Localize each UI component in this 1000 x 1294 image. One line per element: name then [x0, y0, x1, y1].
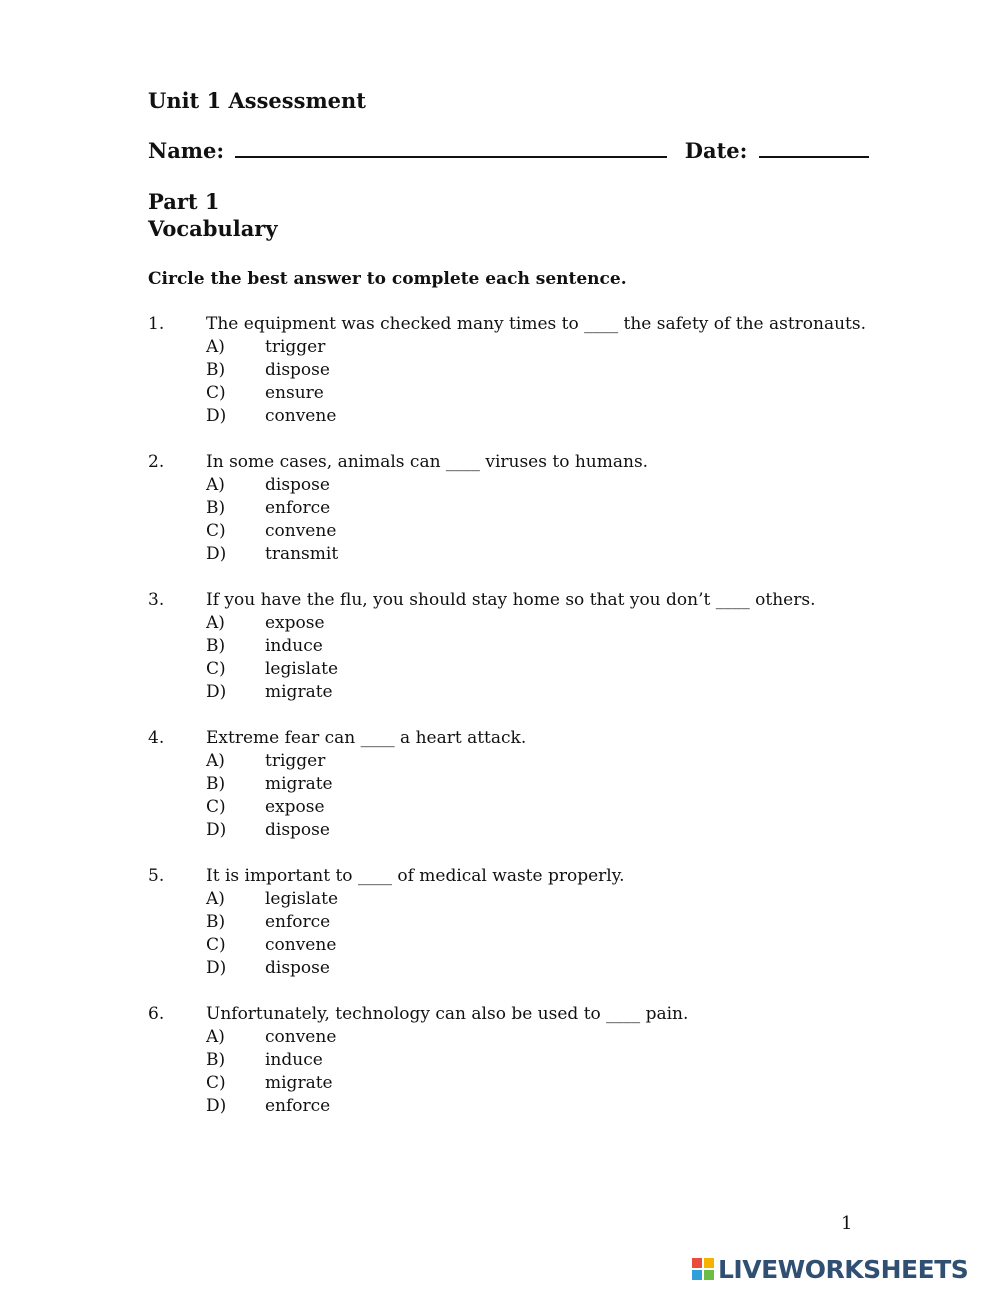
option-letter: C)	[206, 659, 226, 679]
answer-option[interactable]	[148, 543, 868, 566]
brand-name: LIVEWORKSHEETS	[718, 1254, 969, 1284]
option-letter: D)	[206, 1096, 227, 1116]
option-text: convene	[265, 521, 337, 541]
name-blank-line[interactable]	[235, 138, 667, 158]
question-stem	[148, 451, 868, 474]
option-text: trigger	[265, 751, 326, 771]
question-stem	[148, 589, 868, 612]
question-stem	[148, 727, 868, 750]
option-letter: C)	[206, 797, 226, 817]
option-letter: B)	[206, 498, 226, 518]
answer-option[interactable]	[148, 681, 868, 704]
option-text: dispose	[265, 475, 330, 495]
answer-option[interactable]	[148, 888, 868, 911]
option-text: legislate	[265, 659, 339, 679]
answer-option[interactable]	[148, 1026, 868, 1049]
option-text: transmit	[265, 544, 339, 564]
question-number: 6.	[148, 1004, 165, 1024]
logo-block	[704, 1258, 714, 1268]
option-letter: D)	[206, 544, 227, 564]
option-text: enforce	[265, 912, 331, 932]
option-letter: C)	[206, 521, 226, 541]
live-blocks-icon	[692, 1258, 714, 1280]
logo-block	[692, 1258, 702, 1268]
answer-option[interactable]	[148, 474, 868, 497]
option-letter: D)	[206, 682, 227, 702]
answer-option[interactable]	[148, 1095, 868, 1118]
question-number: 3.	[148, 590, 165, 610]
question-number: 5.	[148, 866, 165, 886]
option-text: enforce	[265, 1096, 331, 1116]
option-text: dispose	[265, 820, 330, 840]
logo-block	[692, 1270, 702, 1280]
option-letter: A)	[206, 475, 225, 495]
question-stem	[148, 313, 868, 336]
question-text: It is important to ____ of medical waste properly.	[206, 866, 625, 886]
question-text: In some cases, animals can ____ viruses to humans.	[206, 452, 649, 472]
answer-option[interactable]	[148, 796, 868, 819]
option-letter: B)	[206, 1050, 226, 1070]
question-list	[148, 313, 868, 1118]
option-text: migrate	[265, 682, 333, 702]
option-letter: B)	[206, 774, 226, 794]
option-text: expose	[265, 613, 325, 633]
instructions: Circle the best answer to complete each sentence.	[148, 269, 627, 289]
question-stem	[148, 1003, 868, 1026]
worksheet-page	[148, 86, 868, 1141]
option-letter: C)	[206, 1073, 226, 1093]
answer-option[interactable]	[148, 819, 868, 842]
option-text: dispose	[265, 360, 330, 380]
option-text: expose	[265, 797, 325, 817]
question-number: 2.	[148, 452, 165, 472]
option-text: migrate	[265, 1073, 333, 1093]
option-letter: C)	[206, 383, 226, 403]
question-text: If you have the flu, you should stay home so that you don’t ____ others.	[206, 590, 816, 610]
answer-option[interactable]	[148, 911, 868, 934]
option-letter: A)	[206, 1027, 225, 1047]
option-letter: D)	[206, 958, 227, 978]
option-text: convene	[265, 935, 337, 955]
answer-option[interactable]	[148, 934, 868, 957]
answer-option[interactable]	[148, 359, 868, 382]
option-letter: A)	[206, 751, 225, 771]
option-text: ensure	[265, 383, 324, 403]
option-letter: D)	[206, 820, 227, 840]
option-letter: A)	[206, 613, 225, 633]
logo-block	[704, 1270, 714, 1280]
option-text: induce	[265, 1050, 323, 1070]
option-text: induce	[265, 636, 323, 656]
answer-option[interactable]	[148, 336, 868, 359]
option-text: convene	[265, 1027, 337, 1047]
question-text: Unfortunately, technology can also be used to ____ pain.	[206, 1004, 689, 1024]
option-letter: C)	[206, 935, 226, 955]
question-stem	[148, 865, 868, 888]
question-6	[148, 1003, 868, 1118]
liveworksheets-logo	[692, 1256, 968, 1282]
answer-option[interactable]	[148, 658, 868, 681]
option-text: convene	[265, 406, 337, 426]
answer-option[interactable]	[148, 405, 868, 428]
answer-option[interactable]	[148, 957, 868, 980]
option-letter: B)	[206, 360, 226, 380]
option-letter: B)	[206, 912, 226, 932]
answer-option[interactable]	[148, 1049, 868, 1072]
part-heading	[148, 188, 868, 242]
option-text: dispose	[265, 958, 330, 978]
page-title: Unit 1 Assessment	[148, 88, 366, 113]
answer-option[interactable]	[148, 1072, 868, 1095]
answer-option[interactable]	[148, 497, 868, 520]
answer-option[interactable]	[148, 750, 868, 773]
option-text: migrate	[265, 774, 333, 794]
option-text: enforce	[265, 498, 331, 518]
answer-option[interactable]	[148, 612, 868, 635]
date-blank-line[interactable]	[759, 138, 869, 158]
question-3	[148, 589, 868, 704]
answer-option[interactable]	[148, 773, 868, 796]
answer-option[interactable]	[148, 635, 868, 658]
question-1	[148, 313, 868, 428]
page-number: 1	[841, 1213, 853, 1234]
question-4	[148, 727, 868, 842]
question-2	[148, 451, 868, 566]
part-number: Part 1	[148, 189, 220, 214]
option-letter: A)	[206, 337, 225, 357]
answer-option[interactable]	[148, 382, 868, 405]
question-text: The equipment was checked many times to ____ the safety of the astronauts.	[206, 314, 867, 334]
option-letter: B)	[206, 636, 226, 656]
part-name: Vocabulary	[148, 216, 278, 241]
option-letter: D)	[206, 406, 227, 426]
name-label: Name:	[148, 138, 225, 163]
question-5	[148, 865, 868, 980]
question-text: Extreme fear can ____ a heart attack.	[206, 728, 527, 748]
date-label: Date:	[684, 138, 748, 163]
option-letter: A)	[206, 889, 225, 909]
option-text: trigger	[265, 337, 326, 357]
name-date-row	[148, 136, 868, 166]
question-number: 1.	[148, 314, 165, 334]
option-text: legislate	[265, 889, 339, 909]
answer-option[interactable]	[148, 520, 868, 543]
question-number: 4.	[148, 728, 165, 748]
